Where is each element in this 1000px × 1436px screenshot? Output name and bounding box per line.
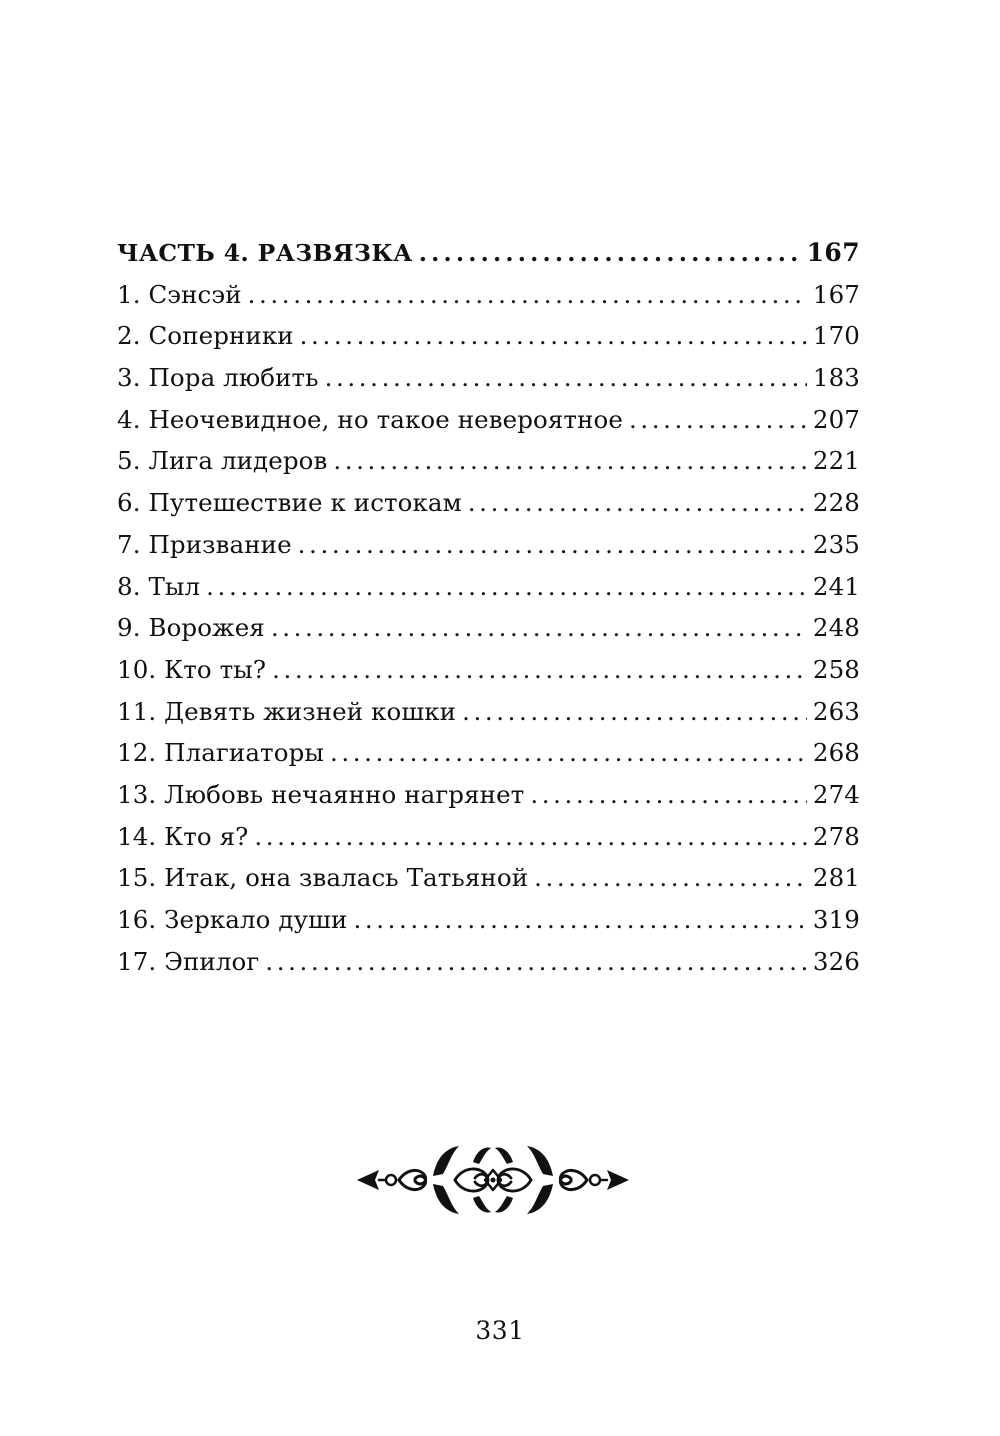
- dot-leader: [206, 572, 807, 601]
- toc-entry[interactable]: [117, 947, 860, 989]
- table-of-contents: [117, 238, 860, 988]
- dot-leader: [462, 697, 807, 726]
- toc-entry[interactable]: [117, 488, 860, 530]
- toc-entry[interactable]: [117, 530, 860, 572]
- toc-entry-title: 13. Любовь нечаянно нагрянет: [117, 779, 525, 809]
- dot-leader: [333, 446, 807, 475]
- toc-entry-title: 12. Плагиаторы: [117, 738, 324, 768]
- toc-entry-title: 16. Зеркало души: [117, 905, 348, 934]
- toc-entry-page: 263: [812, 696, 860, 726]
- toc-entry-page: 248: [812, 613, 860, 643]
- toc-entry[interactable]: [117, 363, 860, 405]
- toc-part-heading[interactable]: [117, 238, 860, 280]
- toc-entry-page: 221: [812, 446, 860, 476]
- toc-entry-title: 1. Сэнсэй: [117, 279, 242, 309]
- toc-entry-page: 274: [812, 779, 860, 809]
- dot-leader: [265, 947, 807, 976]
- toc-entry-page: 281: [812, 863, 860, 893]
- toc-entry-title: 3. Пора любить: [117, 363, 319, 393]
- toc-entry-title: 10. Кто ты?: [117, 654, 267, 684]
- toc-entry[interactable]: [117, 572, 860, 614]
- toc-entry-title: 4. Неочевидное, но такое невероятное: [117, 404, 623, 434]
- toc-entry-title: 8. Тыл: [117, 571, 201, 601]
- toc-entry-page: 183: [812, 363, 860, 393]
- dot-leader: [419, 239, 801, 267]
- toc-entry-page: 268: [812, 738, 860, 768]
- toc-entry-page: 228: [812, 488, 860, 518]
- dot-leader: [254, 822, 807, 851]
- dot-leader: [629, 405, 807, 434]
- dot-leader: [300, 321, 807, 350]
- toc-entry-page: 235: [812, 529, 860, 559]
- page-number: 331: [475, 1316, 525, 1345]
- toc-part-title: ЧАСТЬ 4. РАЗВЯЗКА: [117, 239, 413, 267]
- toc-entry[interactable]: [117, 863, 860, 905]
- toc-entry-title: 2. Соперники: [117, 321, 294, 351]
- toc-entry-page: 319: [812, 905, 860, 934]
- toc-entry-page: 326: [812, 946, 860, 976]
- toc-entry[interactable]: [117, 905, 860, 947]
- toc-entry[interactable]: [117, 321, 860, 363]
- toc-entry-title: 17. Эпилог: [117, 946, 260, 976]
- toc-entry[interactable]: [117, 613, 860, 655]
- toc-entry-page: 241: [812, 571, 860, 601]
- dot-leader: [530, 780, 807, 809]
- toc-entry-page: 258: [812, 654, 860, 684]
- toc-entry-title: 7. Призвание: [117, 529, 292, 559]
- dot-leader: [248, 280, 807, 309]
- toc-entry-title: 5. Лига лидеров: [117, 446, 328, 476]
- toc-entry[interactable]: [117, 822, 860, 864]
- toc-entry-title: 11. Девять жизней кошки: [117, 696, 457, 726]
- dot-leader: [272, 655, 807, 684]
- dot-leader: [271, 613, 807, 642]
- flourish-ornament-icon: [355, 1140, 631, 1220]
- toc-entry[interactable]: [117, 655, 860, 697]
- toc-entry-page: 278: [812, 821, 860, 851]
- dot-leader: [298, 530, 807, 559]
- toc-entry-page: 170: [812, 321, 860, 351]
- toc-entry[interactable]: [117, 738, 860, 780]
- dot-leader: [353, 905, 806, 934]
- toc-entry[interactable]: [117, 280, 860, 322]
- dot-leader: [468, 488, 807, 517]
- dot-leader: [330, 738, 807, 767]
- dot-leader: [325, 363, 807, 392]
- toc-entry[interactable]: [117, 405, 860, 447]
- toc-part-page: 167: [806, 238, 860, 267]
- toc-entry[interactable]: [117, 697, 860, 739]
- toc-entry-title: 6. Путешествие к истокам: [117, 488, 462, 518]
- toc-entry-page: 207: [812, 404, 860, 434]
- dot-leader: [534, 863, 807, 892]
- toc-entry-title: 15. Итак, она звалась Татьяной: [117, 863, 529, 893]
- toc-entry-title: 14. Кто я?: [117, 821, 249, 851]
- toc-entry-page: 167: [812, 279, 860, 309]
- toc-entry[interactable]: [117, 780, 860, 822]
- toc-entry[interactable]: [117, 446, 860, 488]
- toc-entry-title: 9. Ворожея: [117, 613, 265, 643]
